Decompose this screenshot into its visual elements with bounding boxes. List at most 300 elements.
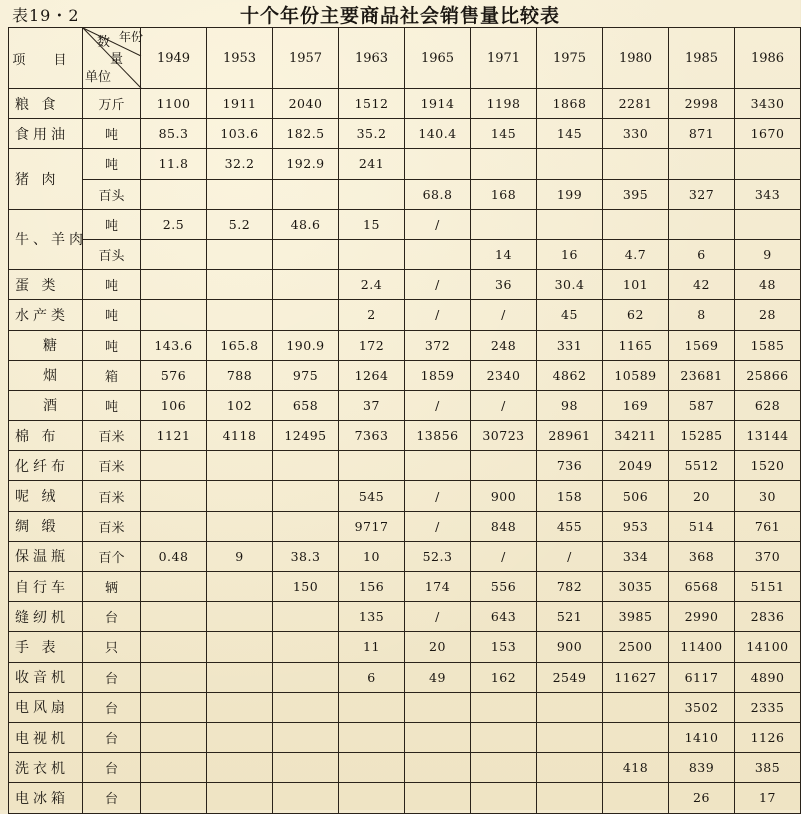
cell-1986: 14100 (735, 632, 801, 662)
row-unit: 万斤 (83, 89, 141, 119)
cell-1975 (537, 753, 603, 783)
table-row (9, 179, 801, 209)
row-unit: 吨 (83, 390, 141, 420)
cell-1975 (537, 722, 603, 752)
cell-1957 (273, 662, 339, 692)
cell-1963 (339, 451, 405, 481)
row-unit: 百米 (83, 481, 141, 511)
year-1957: 1957 (273, 28, 339, 89)
row-item-name: 电风扇 (9, 692, 83, 722)
cell-1980: 3035 (603, 572, 669, 602)
row-unit: 台 (83, 602, 141, 632)
cell-1980: 334 (603, 541, 669, 571)
row-unit: 台 (83, 662, 141, 692)
cell-1985: 8 (669, 300, 735, 330)
cell-1953: 5.2 (207, 209, 273, 239)
row-item-name: 电视机 (9, 722, 83, 752)
cell-1953 (207, 179, 273, 209)
cell-1963: 37 (339, 390, 405, 420)
cell-1957: 658 (273, 390, 339, 420)
cell-1985 (669, 209, 735, 239)
cell-1971 (471, 783, 537, 813)
table-row (9, 451, 801, 481)
cell-1975: 1868 (537, 89, 603, 119)
cell-1986: 385 (735, 753, 801, 783)
cell-1957: 190.9 (273, 330, 339, 360)
year-1949: 1949 (141, 28, 207, 89)
cell-1957 (273, 239, 339, 269)
cell-1975: 199 (537, 179, 603, 209)
row-unit: 台 (83, 692, 141, 722)
row-unit: 百米 (83, 451, 141, 481)
cell-1985: 6117 (669, 662, 735, 692)
cell-1975: 736 (537, 451, 603, 481)
row-unit: 只 (83, 632, 141, 662)
row-unit: 吨 (83, 330, 141, 360)
cell-1986: 17 (735, 783, 801, 813)
cell-1980: 953 (603, 511, 669, 541)
cell-1957 (273, 722, 339, 752)
cell-1957 (273, 753, 339, 783)
cell-1949: 106 (141, 390, 207, 420)
cell-1949 (141, 692, 207, 722)
cell-1986: 1126 (735, 722, 801, 752)
sales-comparison-table (8, 27, 801, 814)
cell-1957 (273, 300, 339, 330)
table-row (9, 753, 801, 783)
cell-1953: 788 (207, 360, 273, 390)
cell-1949 (141, 270, 207, 300)
cell-1953: 32.2 (207, 149, 273, 179)
cell-1975: 521 (537, 602, 603, 632)
cell-1975: 782 (537, 572, 603, 602)
table-row (9, 330, 801, 360)
cell-1949: 0.48 (141, 541, 207, 571)
corner-liang: 量 (110, 52, 124, 67)
table-row (9, 209, 801, 239)
cell-1985: 6 (669, 239, 735, 269)
row-item-name: 酒 (9, 390, 83, 420)
cell-1965: 1859 (405, 360, 471, 390)
row-item-name: 烟 (9, 360, 83, 390)
cell-1965: 68.8 (405, 179, 471, 209)
cell-1985: 871 (669, 119, 735, 149)
table-row (9, 300, 801, 330)
cell-1953 (207, 662, 273, 692)
cell-1971: 14 (471, 239, 537, 269)
table-row (9, 421, 801, 451)
cell-1975 (537, 209, 603, 239)
cell-1957 (273, 632, 339, 662)
cell-1965: / (405, 602, 471, 632)
cell-1953 (207, 481, 273, 511)
cell-1957: 2040 (273, 89, 339, 119)
cell-1965: 49 (405, 662, 471, 692)
cell-1985 (669, 149, 735, 179)
table-row (9, 481, 801, 511)
cell-1971: / (471, 300, 537, 330)
cell-1965: 1914 (405, 89, 471, 119)
cell-1985: 839 (669, 753, 735, 783)
cell-1949 (141, 511, 207, 541)
cell-1957 (273, 451, 339, 481)
cell-1980: 2049 (603, 451, 669, 481)
cell-1986: 4890 (735, 662, 801, 692)
table-row (9, 360, 801, 390)
cell-1953 (207, 511, 273, 541)
cell-1980: 34211 (603, 421, 669, 451)
cell-1963 (339, 239, 405, 269)
table-row (9, 722, 801, 752)
cell-1980: 395 (603, 179, 669, 209)
cell-1957 (273, 179, 339, 209)
cell-1971 (471, 209, 537, 239)
cell-1965 (405, 239, 471, 269)
cell-1949: 1121 (141, 421, 207, 451)
cell-1971: 848 (471, 511, 537, 541)
cell-1949 (141, 662, 207, 692)
table-row (9, 270, 801, 300)
cell-1949 (141, 602, 207, 632)
cell-1971 (471, 753, 537, 783)
cell-1980: 11627 (603, 662, 669, 692)
cell-1949 (141, 239, 207, 269)
cell-1963: 15 (339, 209, 405, 239)
row-item-name: 水产类 (9, 300, 83, 330)
cell-1963 (339, 692, 405, 722)
cell-1963: 9717 (339, 511, 405, 541)
cell-1965 (405, 783, 471, 813)
corner-unit: 单位 (85, 70, 112, 85)
cell-1963: 11 (339, 632, 405, 662)
cell-1957: 38.3 (273, 541, 339, 571)
row-item-name: 猪 肉 (9, 149, 83, 209)
cell-1985: 5512 (669, 451, 735, 481)
cell-1965: / (405, 511, 471, 541)
header-item: 项 目 (9, 28, 83, 89)
cell-1963: 10 (339, 541, 405, 571)
cell-1985: 1569 (669, 330, 735, 360)
row-unit: 吨 (83, 300, 141, 330)
cell-1975: 28961 (537, 421, 603, 451)
header-corner (83, 28, 144, 89)
cell-1971: 556 (471, 572, 537, 602)
cell-1949: 85.3 (141, 119, 207, 149)
row-unit: 辆 (83, 572, 141, 602)
cell-1986 (735, 149, 801, 179)
cell-1980 (603, 722, 669, 752)
cell-1957 (273, 783, 339, 813)
cell-1971: 2340 (471, 360, 537, 390)
table-row (9, 783, 801, 813)
cell-1949 (141, 753, 207, 783)
cell-1949: 2.5 (141, 209, 207, 239)
cell-1985: 368 (669, 541, 735, 571)
cell-1971: 153 (471, 632, 537, 662)
cell-1980: 2281 (603, 89, 669, 119)
cell-1963: 545 (339, 481, 405, 511)
cell-1985: 11400 (669, 632, 735, 662)
cell-1953: 102 (207, 390, 273, 420)
row-item-name: 收音机 (9, 662, 83, 692)
cell-1980: 62 (603, 300, 669, 330)
cell-1986: 30 (735, 481, 801, 511)
cell-1953: 9 (207, 541, 273, 571)
cell-1975: 331 (537, 330, 603, 360)
table-row (9, 239, 801, 269)
year-1980: 1980 (603, 28, 669, 89)
cell-1975 (537, 149, 603, 179)
cell-1957: 12495 (273, 421, 339, 451)
cell-1963: 1264 (339, 360, 405, 390)
cell-1949 (141, 632, 207, 662)
cell-1953 (207, 783, 273, 813)
cell-1965: 20 (405, 632, 471, 662)
cell-1975: 4862 (537, 360, 603, 390)
cell-1985: 587 (669, 390, 735, 420)
row-item-name: 粮 食 (9, 89, 83, 119)
cell-1963: 172 (339, 330, 405, 360)
cell-1963 (339, 179, 405, 209)
cell-1980: 1165 (603, 330, 669, 360)
cell-1957 (273, 270, 339, 300)
cell-1949: 576 (141, 360, 207, 390)
cell-1965: / (405, 209, 471, 239)
cell-1986: 9 (735, 239, 801, 269)
cell-1986: 343 (735, 179, 801, 209)
cell-1986: 25866 (735, 360, 801, 390)
cell-1971: 162 (471, 662, 537, 692)
cell-1986: 13144 (735, 421, 801, 451)
cell-1957: 192.9 (273, 149, 339, 179)
cell-1953 (207, 239, 273, 269)
cell-1965 (405, 722, 471, 752)
cell-1965 (405, 149, 471, 179)
row-unit: 百头 (83, 179, 141, 209)
cell-1963: 6 (339, 662, 405, 692)
row-unit: 吨 (83, 209, 141, 239)
cell-1971: 145 (471, 119, 537, 149)
row-item-name: 食用油 (9, 119, 83, 149)
cell-1985: 15285 (669, 421, 735, 451)
cell-1949 (141, 300, 207, 330)
cell-1971: 900 (471, 481, 537, 511)
row-item-name: 手 表 (9, 632, 83, 662)
cell-1985: 514 (669, 511, 735, 541)
cell-1986: 5151 (735, 572, 801, 602)
cell-1985: 42 (669, 270, 735, 300)
row-item-name: 缝纫机 (9, 602, 83, 632)
cell-1965: 140.4 (405, 119, 471, 149)
cell-1975 (537, 692, 603, 722)
cell-1965 (405, 753, 471, 783)
cell-1980 (603, 692, 669, 722)
row-item-name: 洗衣机 (9, 753, 83, 783)
cell-1965: 52.3 (405, 541, 471, 571)
cell-1971: 643 (471, 602, 537, 632)
cell-1963: 241 (339, 149, 405, 179)
table-row (9, 541, 801, 571)
year-1986: 1986 (735, 28, 801, 89)
row-item-name: 自行车 (9, 572, 83, 602)
year-1965: 1965 (405, 28, 471, 89)
row-unit: 吨 (83, 119, 141, 149)
cell-1963: 1512 (339, 89, 405, 119)
cell-1963: 2 (339, 300, 405, 330)
cell-1971 (471, 451, 537, 481)
cell-1985: 3502 (669, 692, 735, 722)
cell-1971 (471, 722, 537, 752)
cell-1986: 2335 (735, 692, 801, 722)
cell-1957 (273, 481, 339, 511)
cell-1953: 4118 (207, 421, 273, 451)
cell-1963: 2.4 (339, 270, 405, 300)
header-row (9, 28, 801, 89)
cell-1949 (141, 451, 207, 481)
row-item-name: 牛、羊肉 (9, 209, 83, 269)
row-item-name: 电冰箱 (9, 783, 83, 813)
cell-1953 (207, 451, 273, 481)
row-unit: 百米 (83, 421, 141, 451)
cell-1986: 1520 (735, 451, 801, 481)
cell-1949: 143.6 (141, 330, 207, 360)
cell-1965: 174 (405, 572, 471, 602)
cell-1957 (273, 511, 339, 541)
cell-1953 (207, 602, 273, 632)
table-row (9, 149, 801, 179)
cell-1963: 35.2 (339, 119, 405, 149)
cell-1986: 48 (735, 270, 801, 300)
cell-1949 (141, 481, 207, 511)
cell-1971: 36 (471, 270, 537, 300)
cell-1953 (207, 722, 273, 752)
cell-1980: 2500 (603, 632, 669, 662)
cell-1963 (339, 783, 405, 813)
cell-1949 (141, 783, 207, 813)
cell-1965: / (405, 390, 471, 420)
cell-1975: 145 (537, 119, 603, 149)
cell-1963: 135 (339, 602, 405, 632)
row-unit: 箱 (83, 360, 141, 390)
row-item-name: 呢 绒 (9, 481, 83, 511)
cell-1971: 30723 (471, 421, 537, 451)
row-item-name: 保温瓶 (9, 541, 83, 571)
cell-1949 (141, 179, 207, 209)
cell-1971: 1198 (471, 89, 537, 119)
cell-1975: 16 (537, 239, 603, 269)
cell-1957 (273, 692, 339, 722)
cell-1975: 30.4 (537, 270, 603, 300)
cell-1953 (207, 753, 273, 783)
cell-1975: 158 (537, 481, 603, 511)
cell-1980: 330 (603, 119, 669, 149)
cell-1965: 372 (405, 330, 471, 360)
row-item-name: 绸 缎 (9, 511, 83, 541)
cell-1980: 101 (603, 270, 669, 300)
cell-1957: 975 (273, 360, 339, 390)
cell-1965 (405, 692, 471, 722)
cell-1965 (405, 451, 471, 481)
cell-1971: 248 (471, 330, 537, 360)
cell-1975: / (537, 541, 603, 571)
cell-1965: / (405, 481, 471, 511)
cell-1963: 7363 (339, 421, 405, 451)
cell-1953 (207, 300, 273, 330)
cell-1985: 20 (669, 481, 735, 511)
cell-1963 (339, 722, 405, 752)
cell-1953: 1911 (207, 89, 273, 119)
cell-1963 (339, 753, 405, 783)
cell-1985: 6568 (669, 572, 735, 602)
cell-1953: 165.8 (207, 330, 273, 360)
cell-1975: 98 (537, 390, 603, 420)
cell-1985: 1410 (669, 722, 735, 752)
cell-1953 (207, 692, 273, 722)
cell-1949: 1100 (141, 89, 207, 119)
cell-1949 (141, 572, 207, 602)
cell-1980: 10589 (603, 360, 669, 390)
row-unit: 台 (83, 783, 141, 813)
cell-1986: 761 (735, 511, 801, 541)
cell-1957: 150 (273, 572, 339, 602)
cell-1965: / (405, 270, 471, 300)
cell-1953 (207, 632, 273, 662)
year-1963: 1963 (339, 28, 405, 89)
cell-1986: 1585 (735, 330, 801, 360)
cell-1957 (273, 602, 339, 632)
cell-1975 (537, 783, 603, 813)
cell-1986: 3430 (735, 89, 801, 119)
year-1975: 1975 (537, 28, 603, 89)
table-row (9, 572, 801, 602)
cell-1963: 156 (339, 572, 405, 602)
row-item-name: 糖 (9, 330, 83, 360)
table-row (9, 692, 801, 722)
cell-1986: 28 (735, 300, 801, 330)
table-row (9, 662, 801, 692)
cell-1953: 103.6 (207, 119, 273, 149)
cell-1985: 23681 (669, 360, 735, 390)
cell-1985: 2998 (669, 89, 735, 119)
cell-1980: 169 (603, 390, 669, 420)
cell-1975: 900 (537, 632, 603, 662)
cell-1957: 182.5 (273, 119, 339, 149)
row-item-name: 棉 布 (9, 421, 83, 451)
row-unit: 台 (83, 753, 141, 783)
table-title: 十个年份主要商品社会销售量比较表 (239, 5, 560, 27)
cell-1980 (603, 149, 669, 179)
row-unit: 台 (83, 722, 141, 752)
row-item-name: 化纤布 (9, 451, 83, 481)
row-unit: 吨 (83, 149, 141, 179)
row-unit: 吨 (83, 270, 141, 300)
cell-1985: 2990 (669, 602, 735, 632)
cell-1980: 418 (603, 753, 669, 783)
cell-1985: 327 (669, 179, 735, 209)
cell-1971: 168 (471, 179, 537, 209)
cell-1971: / (471, 390, 537, 420)
cell-1986: 370 (735, 541, 801, 571)
cell-1953 (207, 270, 273, 300)
cell-1975: 45 (537, 300, 603, 330)
cell-1975: 2549 (537, 662, 603, 692)
cell-1971: / (471, 541, 537, 571)
cell-1986 (735, 209, 801, 239)
cell-1975: 455 (537, 511, 603, 541)
cell-1980: 506 (603, 481, 669, 511)
cell-1971 (471, 149, 537, 179)
cell-1980 (603, 783, 669, 813)
